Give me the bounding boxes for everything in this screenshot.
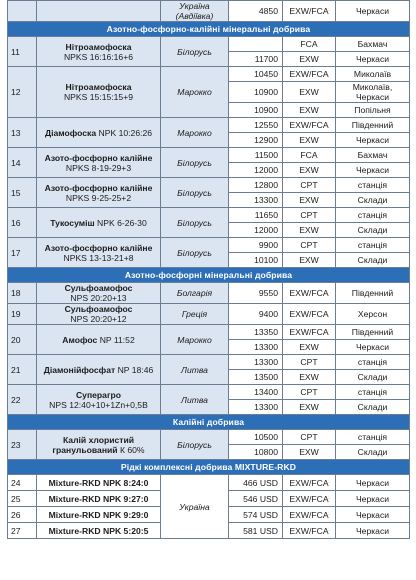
product-name: Азото-фосфорно калійне: [44, 182, 153, 193]
basis-cell: CPT: [283, 208, 336, 223]
price-cell: 581 USD: [229, 523, 283, 539]
price-cell: 13400: [229, 385, 283, 400]
product-cell: [37, 475, 161, 491]
basis-cell: EXW: [283, 193, 336, 208]
product-spec: К 60%: [119, 444, 145, 455]
row-number: 23: [8, 430, 37, 460]
basis-cell: EXW: [283, 133, 336, 148]
basis-cell: EXW/FCA: [283, 304, 336, 325]
product-name: Азото-фосфорно калійне: [44, 152, 153, 163]
price-cell: 13500: [229, 370, 283, 385]
city-cell: Склади: [336, 253, 410, 268]
product-cell: [37, 507, 161, 523]
price-cell: 9550: [229, 283, 283, 304]
origin-cell: Литва: [161, 385, 229, 415]
price-cell: 574 USD: [229, 507, 283, 523]
basis-cell: EXW/FCA: [283, 325, 336, 340]
table-row: [8, 325, 410, 340]
city-cell: Склади: [336, 370, 410, 385]
basis-cell: EXW: [283, 103, 336, 118]
table-row: [8, 283, 410, 304]
section-header-row: [8, 268, 410, 283]
basis-cell: EXW: [283, 253, 336, 268]
section-title: Калійні добрива: [8, 415, 410, 430]
section-title: Рідкі комплексні добрива MIXTURE-RKD: [8, 460, 410, 475]
price-cell: 12000: [229, 223, 283, 238]
basis-cell: EXW/FCA: [283, 507, 336, 523]
city-cell: Південний: [336, 325, 410, 340]
row-number: 20: [8, 325, 37, 355]
basis-cell: EXW: [283, 82, 336, 103]
product-cell: [37, 148, 161, 178]
product-cell: [37, 37, 161, 67]
section-header-row: [8, 415, 410, 430]
table-row: [8, 178, 410, 193]
city-cell: Черкаси: [336, 163, 410, 178]
product-name: Тукосуміш: [50, 217, 95, 228]
table-row: [8, 148, 410, 163]
city-cell: Миколаїв, Черкаси: [336, 82, 410, 103]
row-number: 11: [8, 37, 37, 67]
basis-cell: CPT: [283, 355, 336, 370]
price-cell: 4850: [229, 1, 283, 22]
product-spec: NPKS 16:16:16+6: [63, 51, 134, 62]
price-cell: 13350: [229, 325, 283, 340]
origin-cell: Литва: [161, 355, 229, 385]
table-row: [8, 385, 410, 400]
product-name: Нітроамофоска: [65, 41, 132, 52]
city-cell: Південний: [336, 118, 410, 133]
row-number: 21: [8, 355, 37, 385]
basis-cell: EXW/FCA: [283, 118, 336, 133]
product-name: Mixture-RKD NPK 9:27:0: [48, 493, 149, 504]
city-cell: Склади: [336, 193, 410, 208]
product-cell: [37, 491, 161, 507]
product-spec: NPKS 13-13-21+8: [63, 252, 134, 263]
table-row: [8, 1, 410, 22]
table-row: [8, 208, 410, 223]
basis-cell: CPT: [283, 385, 336, 400]
row-number: 15: [8, 178, 37, 208]
basis-cell: EXW/FCA: [283, 1, 336, 22]
section-title: Азотно-фосфорно-калійні мінеральні добрива: [8, 22, 410, 37]
basis-cell: EXW: [283, 400, 336, 415]
origin-cell: Білорусь: [161, 208, 229, 238]
price-cell: [229, 37, 283, 52]
row-number: 26: [8, 507, 37, 523]
product-spec: NPK 6-26-30: [97, 217, 147, 228]
row-number: 18: [8, 283, 37, 304]
city-cell: Черкаси: [336, 491, 410, 507]
basis-cell: FCA: [283, 148, 336, 163]
origin-cell: Болгарія: [161, 283, 229, 304]
price-cell: 466 USD: [229, 475, 283, 491]
origin-cell: Україна: [161, 475, 229, 539]
city-cell: Бахмач: [336, 148, 410, 163]
city-cell: Попільня: [336, 103, 410, 118]
price-cell: 10900: [229, 82, 283, 103]
city-cell: станція: [336, 208, 410, 223]
row-number: [8, 1, 37, 22]
product-cell: [37, 67, 161, 118]
row-number: 27: [8, 523, 37, 539]
origin-cell: Білорусь: [161, 430, 229, 460]
product-cell: [37, 238, 161, 268]
price-cell: 11500: [229, 148, 283, 163]
table-row: [8, 304, 410, 325]
origin-cell: Марокко: [161, 325, 229, 355]
basis-cell: EXW/FCA: [283, 491, 336, 507]
product-cell: [37, 430, 161, 460]
basis-cell: EXW: [283, 340, 336, 355]
city-cell: станція: [336, 238, 410, 253]
city-cell: Черкаси: [336, 340, 410, 355]
city-cell: Склади: [336, 223, 410, 238]
basis-cell: EXW: [283, 223, 336, 238]
price-cell: 546 USD: [229, 491, 283, 507]
price-cell: 11650: [229, 208, 283, 223]
basis-cell: EXW: [283, 445, 336, 460]
price-cell: 9400: [229, 304, 283, 325]
basis-cell: CPT: [283, 178, 336, 193]
price-cell: 13300: [229, 400, 283, 415]
product-cell: [37, 118, 161, 148]
product-name: Mixture-RKD NPK 5:20:5: [48, 525, 149, 536]
product-name: Суперагро: [75, 389, 122, 400]
product-name: Сульфоамофос: [64, 283, 133, 293]
city-cell: Черкаси: [336, 475, 410, 491]
row-number: 12: [8, 67, 37, 118]
city-cell: Черкаси: [336, 52, 410, 67]
price-cell: 13300: [229, 340, 283, 355]
price-cell: 10500: [229, 430, 283, 445]
city-cell: Бахмач: [336, 37, 410, 52]
table-row: [8, 118, 410, 133]
price-table-body: [8, 1, 410, 539]
row-number: 16: [8, 208, 37, 238]
product-name: Діамофоска: [44, 127, 97, 138]
product-cell: [37, 385, 161, 415]
basis-cell: EXW/FCA: [283, 67, 336, 82]
price-cell: 12550: [229, 118, 283, 133]
price-cell: 13300: [229, 193, 283, 208]
origin-cell: Білорусь: [161, 238, 229, 268]
price-cell: 10450: [229, 67, 283, 82]
product-spec: NPS 12:40+10+1Zn+0,5B: [49, 399, 148, 410]
product-name: Нітроамофоска: [65, 82, 132, 92]
origin-cell: Марокко: [161, 67, 229, 118]
city-cell: Черкаси: [336, 523, 410, 539]
product-name: Сульфоамофос: [64, 304, 133, 314]
price-cell: 10800: [229, 445, 283, 460]
price-cell: 10100: [229, 253, 283, 268]
city-cell: станція: [336, 430, 410, 445]
product-spec: NP 18:46: [117, 364, 154, 375]
table-row: [8, 430, 410, 445]
table-row: [8, 355, 410, 370]
city-cell: Склади: [336, 445, 410, 460]
origin-cell: Білорусь: [161, 148, 229, 178]
origin-cell: Україна (Авдіївка): [161, 1, 229, 22]
city-cell: станція: [336, 355, 410, 370]
price-cell: 12000: [229, 163, 283, 178]
table-row: [8, 37, 410, 52]
section-header-row: [8, 22, 410, 37]
city-cell: Південний: [336, 283, 410, 304]
product-name: Амофос: [62, 334, 98, 345]
row-number: 22: [8, 385, 37, 415]
product-name: Діамонійфосфат: [43, 364, 116, 375]
product-spec: NPKS 15:15:15+9: [63, 92, 134, 102]
city-cell: Черкаси: [336, 507, 410, 523]
product-name: Mixture-RKD NPK 8:24:0: [48, 477, 149, 488]
row-number: 13: [8, 118, 37, 148]
basis-cell: CPT: [283, 238, 336, 253]
price-cell: 13300: [229, 355, 283, 370]
product-cell: [37, 283, 161, 304]
price-cell: 12800: [229, 178, 283, 193]
basis-cell: EXW/FCA: [283, 523, 336, 539]
price-cell: 10900: [229, 103, 283, 118]
row-number: 19: [8, 304, 37, 325]
fertilizer-price-table: [7, 0, 410, 539]
product-spec: NPS 20:20+12: [70, 314, 127, 324]
product-cell: [37, 178, 161, 208]
product-spec: NPS 20:20+13: [70, 293, 127, 303]
origin-cell: Білорусь: [161, 178, 229, 208]
city-cell: Склади: [336, 400, 410, 415]
product-cell: [37, 523, 161, 539]
row-number: 25: [8, 491, 37, 507]
product-spec: NPKS 8-19-29+3: [65, 162, 132, 173]
city-cell: Миколаїв: [336, 67, 410, 82]
product-cell: [37, 355, 161, 385]
price-cell: 12900: [229, 133, 283, 148]
product-cell: [37, 325, 161, 355]
basis-cell: CPT: [283, 430, 336, 445]
basis-cell: EXW: [283, 370, 336, 385]
section-header-row: [8, 460, 410, 475]
section-title: Азотно-фосфорні мінеральні добрива: [8, 268, 410, 283]
basis-cell: EXW/FCA: [283, 283, 336, 304]
row-number: 14: [8, 148, 37, 178]
basis-cell: EXW: [283, 52, 336, 67]
city-cell: Херсон: [336, 304, 410, 325]
product-spec: NPKS 9-25-25+2: [65, 192, 132, 203]
table-row: [8, 238, 410, 253]
city-cell: станція: [336, 385, 410, 400]
basis-cell: EXW/FCA: [283, 475, 336, 491]
origin-cell: Білорусь: [161, 37, 229, 67]
city-cell: станція: [336, 178, 410, 193]
city-cell: Черкаси: [336, 1, 410, 22]
origin-cell: Греція: [161, 304, 229, 325]
table-row: [8, 475, 410, 491]
product-name: Mixture-RKD NPK 9:29:0: [48, 509, 149, 520]
product-spec: NPK 10:26:26: [98, 127, 153, 138]
price-cell: 9900: [229, 238, 283, 253]
city-cell: Черкаси: [336, 133, 410, 148]
product-name: Калій хлористий гранульований: [52, 434, 135, 455]
row-number: 24: [8, 475, 37, 491]
basis-cell: EXW: [283, 163, 336, 178]
product-cell: [37, 304, 161, 325]
product-name: Азото-фосфорно калійне: [44, 242, 153, 253]
basis-cell: FCA: [283, 37, 336, 52]
table-row: [8, 67, 410, 82]
product-cell: [37, 208, 161, 238]
origin-cell: Марокко: [161, 118, 229, 148]
row-number: 17: [8, 238, 37, 268]
product-cell: [37, 1, 161, 22]
product-spec: NP 11:52: [99, 334, 135, 345]
price-cell: 11700: [229, 52, 283, 67]
